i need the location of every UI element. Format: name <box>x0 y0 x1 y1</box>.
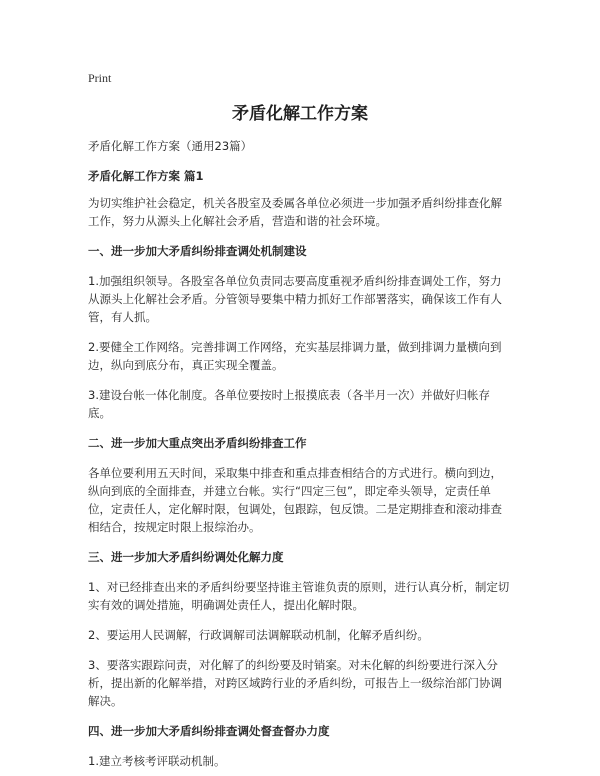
document-subtitle: 矛盾化解工作方案（通用23篇） <box>88 139 253 153</box>
section-heading-3: 三、进一步加大矛盾纠纷调处化解力度 <box>88 550 284 564</box>
section-3-paragraph-1: 1、对已经排查出来的矛盾纠纷要坚持谁主管谁负责的原则，进行认真分析，制定切实有效的调处措施，明确调处责任人，提出化解时限。 <box>88 580 510 612</box>
section-3-paragraph-2: 2、要运用人民调解，行政调解司法调解联动机制，化解矛盾纠纷。 <box>88 628 429 642</box>
page-title: 矛盾化解工作方案 <box>232 104 368 124</box>
section-4-paragraph-1: 1.建立考核考评联动机制。 <box>88 754 226 768</box>
section-1-paragraph-1: 1.加强组织领导。各股室各单位负责同志要高度重视矛盾纠纷排查调处工作，努力从源头上化解社会矛盾。分管领导要集中精力抓好工作部署落实，确保该工作有人管，有人抓。 <box>88 274 502 324</box>
section-1-paragraph-3: 3.建设台帐一体化制度。各单位要按时上报摸底表（各半月一次）并做好归帐存底。 <box>88 388 490 420</box>
section-heading-4: 四、进一步加大矛盾纠纷排查调处督查督办力度 <box>88 724 330 738</box>
print-link[interactable]: Print <box>88 71 112 85</box>
section-3-paragraph-3: 3、要落实跟踪问责，对化解了的纠纷要及时销案。对未化解的纠纷要进行深入分析，提出新的化解举措，对跨区域跨行业的矛盾纠纷，可报告上一级综治部门协调解决。 <box>88 658 502 708</box>
section-heading-2: 二、进一步加大重点突出矛盾纠纷排查工作 <box>88 436 307 450</box>
section-2-paragraph-1: 各单位要利用五天时间，采取集中排查和重点排查相结合的方式进行。横向到边，纵向到底的全面排查，并建立台帐。实行“四定三包”，即定牵头领导，定责任单位，定责任人，定化解时限，包调处，包跟踪，包反馈。二是定期排查和滚动排查相结合，按规定时限上报综治办。 <box>88 466 502 534</box>
intro-paragraph: 为切实维护社会稳定，机关各股室及委属各单位必须进一步加强矛盾纠纷排查化解工作，努力从源头上化解社会矛盾，营造和谐的社会环境。 <box>88 196 502 228</box>
section-heading-1: 一、进一步加大矛盾纠纷排查调处机制建设 <box>88 244 307 258</box>
article-heading: 矛盾化解工作方案 篇1 <box>88 169 204 183</box>
section-1-paragraph-2: 2.要健全工作网络。完善排调工作网络，充实基层排调力量，做到排调力量横向到边，纵向到底分布，真正实现全覆盖。 <box>88 340 502 372</box>
